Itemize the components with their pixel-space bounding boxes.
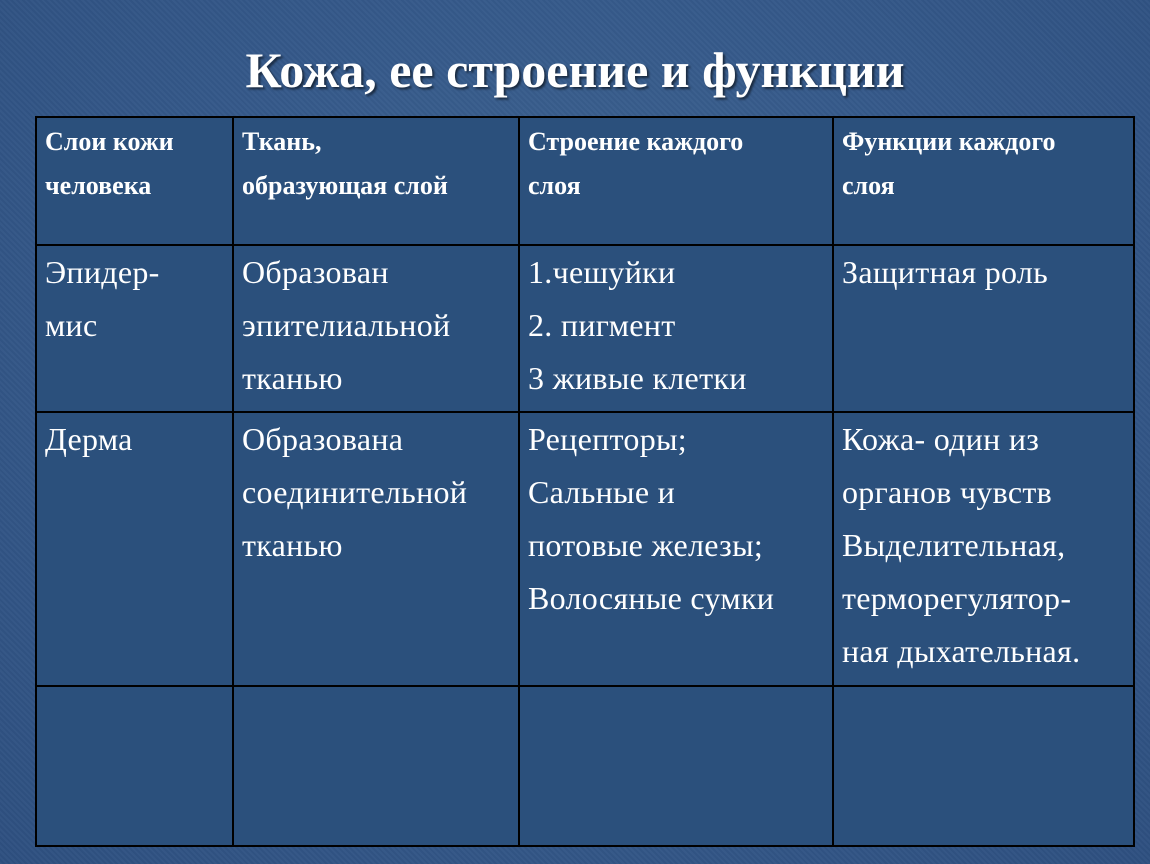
cell-structure — [519, 245, 833, 412]
header-line: Строение каждого — [528, 127, 744, 156]
cell-empty — [36, 686, 233, 846]
header-cell-layers — [36, 117, 233, 245]
cell-tissue — [233, 245, 519, 412]
header-line: Функции каждого — [842, 127, 1056, 156]
cell-line: органов чувств — [842, 474, 1053, 510]
cell-line: тканью — [242, 527, 343, 563]
cell-line: ная дыхательная. — [842, 633, 1081, 669]
header-line: образующая слой — [242, 171, 448, 200]
cell-structure — [519, 412, 833, 686]
cell-line: Рецепторы; — [528, 421, 687, 457]
cell-functions — [833, 412, 1134, 686]
cell-line: Защитная роль — [842, 254, 1049, 290]
header-line: слоя — [842, 171, 895, 200]
cell-layer — [36, 412, 233, 686]
header-cell-functions — [833, 117, 1134, 245]
skin-table — [35, 116, 1135, 847]
cell-line: Образована — [242, 421, 404, 457]
cell-line: Кожа- один из — [842, 421, 1040, 457]
cell-line: терморегулятор- — [842, 580, 1072, 616]
cell-line: потовые железы; — [528, 527, 764, 563]
cell-tissue — [233, 412, 519, 686]
cell-line: 3 живые клетки — [528, 360, 747, 396]
cell-line: Волосяные сумки — [528, 580, 775, 616]
table-row-epidermis — [36, 245, 1134, 412]
cell-empty — [519, 686, 833, 846]
cell-line: Эпидер- — [45, 254, 160, 290]
header-line: Слои кожи — [45, 127, 174, 156]
cell-line: 2. пигмент — [528, 307, 676, 343]
header-cell-structure — [519, 117, 833, 245]
cell-line: Образован — [242, 254, 389, 290]
cell-line: Выделительная, — [842, 527, 1066, 563]
header-cell-tissue — [233, 117, 519, 245]
cell-line: Сальные и — [528, 474, 676, 510]
table-header-row — [36, 117, 1134, 245]
table-row-dermis — [36, 412, 1134, 686]
cell-layer — [36, 245, 233, 412]
cell-line: мис — [45, 307, 98, 343]
cell-line: соединительной — [242, 474, 468, 510]
table-row-empty — [36, 686, 1134, 846]
cell-line: эпителиальной — [242, 307, 451, 343]
header-line: слоя — [528, 171, 581, 200]
cell-line: тканью — [242, 360, 343, 396]
cell-line: 1.чешуйки — [528, 254, 676, 290]
header-line: человека — [45, 171, 152, 200]
slide-title: Кожа, ее строение и функции — [245, 42, 905, 98]
header-line: Ткань, — [242, 127, 322, 156]
cell-line: Дерма — [45, 421, 133, 457]
cell-empty — [833, 686, 1134, 846]
cell-empty — [233, 686, 519, 846]
cell-functions — [833, 245, 1134, 412]
